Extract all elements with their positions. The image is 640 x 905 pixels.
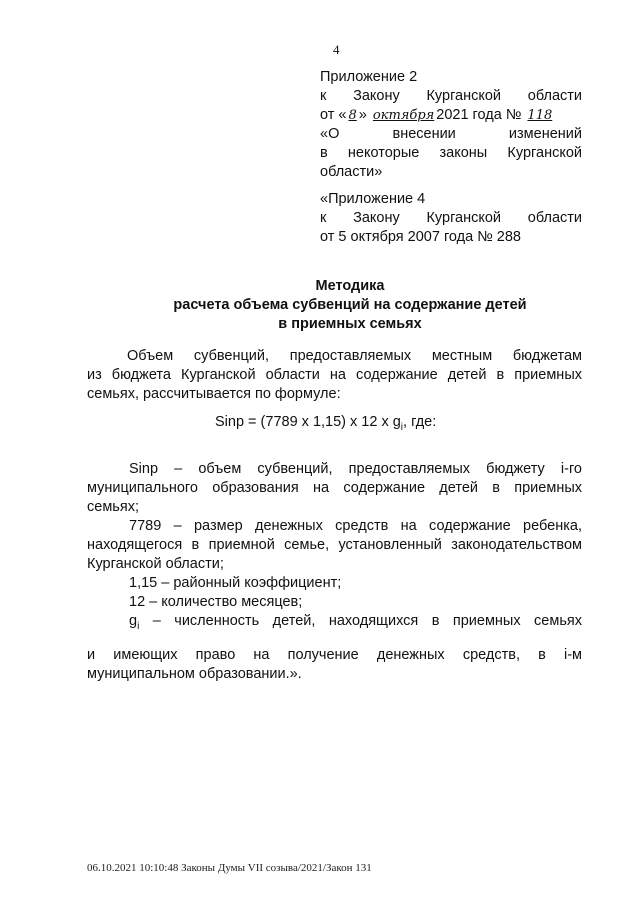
definition-gi-2: и имеющих право на получение денежных средств, в i-м xyxy=(87,646,582,663)
page-number: 4 xyxy=(333,42,340,57)
definition-7789-3: Курганской области; xyxy=(87,556,224,572)
definition-sinp-2: муниципального образования на содержание детей в приемных xyxy=(87,480,582,496)
appendix-4-date: от 5 октября 2007 года № 288 xyxy=(320,229,521,245)
handwritten-number: 118 xyxy=(527,108,553,123)
formula: Sinp = (7789 х 1,15) х 12 х $g_i$, где: xyxy=(215,414,437,433)
intro-line-1: Объем субвенций, предоставляемых местным бюджетам xyxy=(127,348,582,364)
appendix-2-header xyxy=(320,68,582,182)
definition-7789-1: 7789 – размер денежных средств на содержание ребенка, xyxy=(129,518,582,534)
intro-paragraph xyxy=(87,347,582,404)
appendix-4-title: «Приложение 4 xyxy=(320,191,426,207)
appendix-2-subject-2: в некоторые законы Курганской xyxy=(320,145,582,161)
handwritten-day: 8 xyxy=(348,108,357,123)
handwritten-month: октября xyxy=(372,108,435,123)
appendix-4-header xyxy=(320,190,582,247)
definition-months: 12 – количество месяцев; xyxy=(129,594,303,610)
definition-coefficient: 1,15 – районный коэффициент; xyxy=(129,575,342,591)
document-title xyxy=(160,277,540,334)
footer-stamp: 06.10.2021 10:10:48 Законы Думы VII созыва/2021/Закон 131 xyxy=(87,862,372,874)
appendix-2-law: к Закону Курганской области xyxy=(320,88,582,104)
definitions xyxy=(87,460,582,684)
appendix-2-title: Приложение 2 xyxy=(320,69,418,85)
appendix-2-date: от « 8 » октября 2021 года № 118 xyxy=(320,107,553,123)
intro-line-2: из бюджета Курганской области на содержание детей в приемных xyxy=(87,367,582,383)
title-line-1: Методика xyxy=(315,278,385,294)
title-line-3: в приемных семьях xyxy=(278,316,422,332)
definition-7789-2: находящегося в приемной семье, установленный законодательством xyxy=(87,537,582,553)
appendix-2-subject-3: области» xyxy=(320,164,383,180)
title-line-2: расчета объема субвенций на содержание детей xyxy=(173,297,527,313)
definition-gi-3: муниципальном образовании.». xyxy=(87,665,302,682)
intro-line-3: семьях, рассчитывается по формуле: xyxy=(87,386,341,402)
definition-sinp-3: семьях; xyxy=(87,499,139,515)
appendix-4-law: к Закону Курганской области xyxy=(320,210,582,226)
definition-sinp-1: Sinp – объем субвенций, предоставляемых бюджету i-го xyxy=(129,461,582,477)
definition-gi-1: $g_i$ – численность детей, находящихся в приемных семьях xyxy=(129,613,582,632)
appendix-2-subject-1: «О внесении изменений xyxy=(320,126,582,142)
